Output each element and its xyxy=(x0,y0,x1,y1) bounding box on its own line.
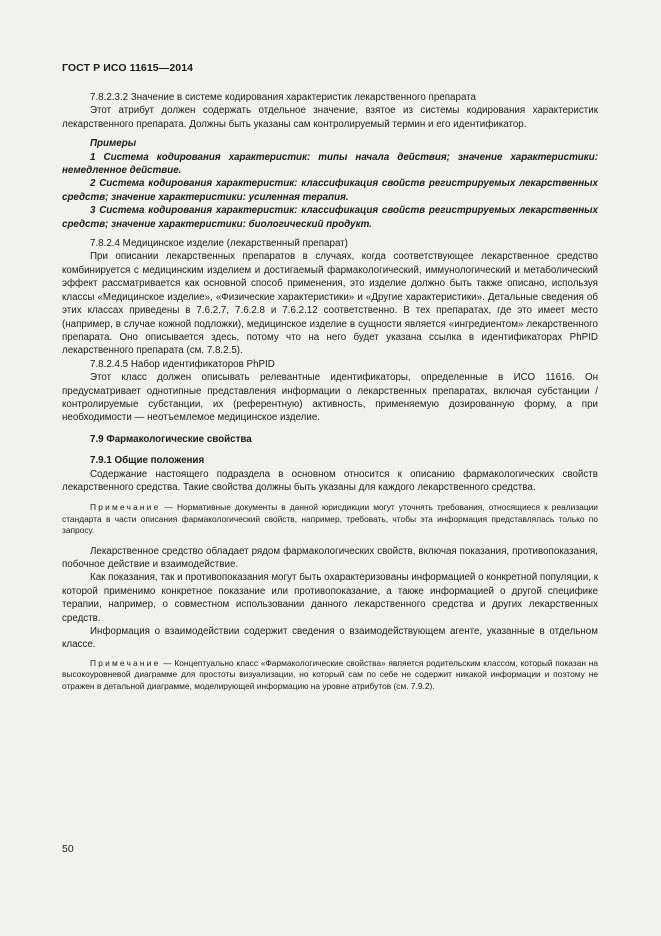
page-number: 50 xyxy=(62,843,74,855)
section-7-9-title: 7.9 Фармакологические свойства xyxy=(90,433,252,445)
paragraph-properties: Лекарственное средство обладает рядом фармакологических свойств, включая показания, противопоказания, побочное действие и взаимодействие. xyxy=(62,545,598,570)
paragraph-interaction: Информация о взаимодействии содержит сведения о взаимодействующем агенте, указанные в отдельном классе. xyxy=(62,626,598,651)
document-body xyxy=(62,91,598,692)
note-2-text: — Концептуально класс «Фармакологические свойства» является родительским классом, который показан на высокоуровневой диаграмме для простоты визуализации, но который сам по себе не содержит никакой информации и поэтому не отражен в детальной диаграмме, моделирующей информацию на уровне атрибутов (см. 7.9.2). xyxy=(62,657,598,691)
note-2 xyxy=(62,658,598,692)
section-7-8-2-3-2-title: 7.8.2.3.2 Значение в системе кодирования характеристик лекарственного препарата xyxy=(90,92,477,103)
section-7-9-1-title: 7.9.1 Общие положения xyxy=(90,455,205,467)
section-7-8-2-3-2-text: Этот атрибут должен содержать отдельное значение, взятое из системы кодирования характеристик лекарственного препарата. Должны быть указаны сам контролируемый термин и его идентификатор. xyxy=(62,105,598,130)
document-header: ГОСТ Р ИСО 11615—2014 xyxy=(62,62,194,74)
note-1 xyxy=(62,502,598,536)
paragraph-indications: Как показания, так и противопоказания могут быть охарактеризованы информацией о конкретной популяции, к которой применимо конкретное показание или противопоказание, а также информацией о другой специфике терапии, например, о совместном использовании данного лекарственного средства и других лекарственных средств. xyxy=(62,572,598,624)
example-3: 3 Система кодирования характеристик: классификация свойств регистрируемых лекарственных средств; значение характеристики: биологический продукт. xyxy=(62,205,598,230)
section-7-9-1-text: Содержание настоящего подраздела в основном относится к описанию фармакологических свойств лекарственного средства. Такие свойства должны быть указаны для каждого лекарственного средства. xyxy=(62,468,598,493)
example-1: 1 Система кодирования характеристик: типы начала действия; значение характеристики: немедленное действие. xyxy=(62,151,598,177)
section-7-8-2-4-title: 7.8.2.4 Медицинское изделие (лекарственный препарат) xyxy=(90,238,348,250)
note-label: Примечание xyxy=(90,657,161,668)
example-2: 2 Система кодирования характеристик: классификация свойств регистрируемых лекарственных средств; значение характеристики: усиленная терапия. xyxy=(62,178,598,203)
section-7-8-2-4-5-text: Этот класс должен описывать релевантные идентификаторы, определенные в ИСО 11616. Он предусматривает однотипные представления информации о лекарственных препаратах, включая субстанции / контролируемые субстанции, их (референтную) активность, применяемую дозированную форму, а при необходимости — неотъемлемое медицинское изделие. xyxy=(62,372,598,424)
examples-title: Примеры xyxy=(90,138,137,150)
section-7-8-2-4-5-title: 7.8.2.4.5 Набор идентификаторов PhPID xyxy=(90,358,275,370)
note-label: Примечание xyxy=(90,502,161,513)
note-1-text: — Нормативные документы в данной юрисдикции могут уточнять требования, относящиеся к реализации стандарта в части описания фармакологический свойств, например, требовать, чтобы эта информация представлялась только по запросу. xyxy=(62,502,598,536)
section-7-8-2-4-text: При описании лекарственных препаратов в случаях, когда соответствующее лекарственное средство комбинируется с медицинским изделием и достигаемый фармакологический, иммунологический и метаболический эффект рассматривается как основной способ применения, это изделие должно быть также описано, используя классы «Медицинское изделие», «Физические характеристики» и «Другие характеристики». Детальные сведения об этих классах приведены в 7.6.2.7, 7.6.2.8 и 7.6.2.12 соответственно. В тех препаратах, где это имеет место (например, в случае кожной подложки), медицинское изделие в сущности является «ингредиентом» лекарственного препарата. Оно описывается здесь, потому что на него будет указана ссылка в идентификаторах PhPID лекарственного препарата (см. 7.8.2.5). xyxy=(62,251,598,357)
